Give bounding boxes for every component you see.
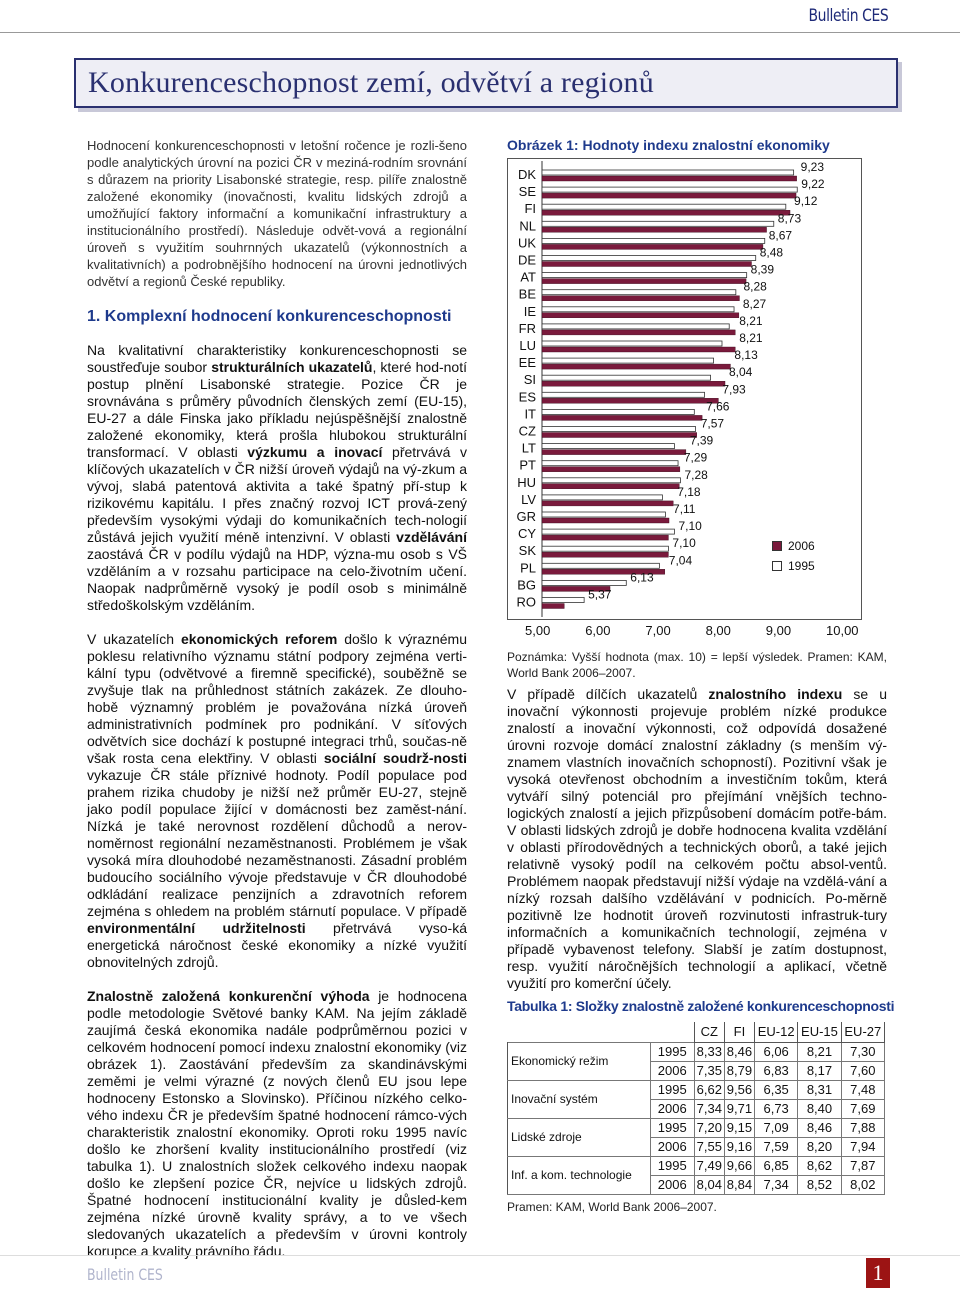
table-source: Pramen: KAM, World Bank 2006–2007.: [507, 1200, 717, 1214]
table-value-cell: 8,21: [798, 1042, 841, 1061]
table-year-cell: 2006: [650, 1099, 694, 1118]
table-category-cell: Lidské zdroje: [508, 1118, 651, 1156]
category-label-sk: SK: [518, 543, 536, 559]
category-label-be: BE: [518, 286, 536, 302]
data-label-uk: 8,67: [768, 228, 793, 243]
data-label-si: 8,04: [729, 365, 753, 380]
data-label-pl: 7,04: [668, 553, 693, 568]
bar-1995-es: [542, 392, 705, 397]
table-value-cell: 6,73: [754, 1099, 797, 1118]
header-fi: FI: [724, 1022, 754, 1042]
category-label-at: AT: [520, 269, 536, 285]
bar-2006-ro: [542, 604, 564, 609]
section-heading: 1. Komplexní hodnocení konkurenceschopnosti: [87, 308, 452, 325]
x-tick-label: 9,00: [765, 623, 792, 638]
x-tick-label: 5,00: [525, 623, 551, 638]
data-label-ee: 8,13: [734, 348, 758, 363]
right-column: [507, 686, 887, 1009]
left-column: [87, 137, 467, 1277]
x-tick-label: 10,00: [826, 623, 859, 638]
bar-1995-nl: [542, 221, 774, 226]
table-value-cell: 8,52: [798, 1175, 841, 1194]
data-label-nl: 8,73: [777, 211, 802, 226]
bar-2006-gr: [542, 518, 669, 523]
table-value-cell: 8,62: [798, 1156, 841, 1175]
table-value-cell: 8,31: [798, 1080, 841, 1099]
bar-2006-at: [542, 279, 746, 284]
data-label-at: 8,39: [750, 262, 775, 277]
header-blank: [508, 1022, 651, 1042]
table-value-cell: 7,88: [841, 1118, 884, 1137]
data-label-bg: 6,13: [630, 570, 654, 585]
bar-1995-lu: [542, 341, 722, 346]
category-label-lv: LV: [521, 491, 536, 507]
table-value-cell: 7,35: [694, 1061, 724, 1080]
header-divider: [0, 32, 960, 33]
category-label-se: SE: [518, 184, 536, 200]
table-value-cell: 7,48: [841, 1080, 884, 1099]
bar-2006-de: [542, 262, 751, 267]
table-value-cell: 8,20: [798, 1137, 841, 1156]
bar-2006-ee: [542, 364, 730, 369]
table-category-cell: Inf. a kom. technologie: [508, 1156, 651, 1194]
bar-2006-lu: [542, 347, 735, 352]
paragraph-knowledge-index: V případě dílčích ukazatelů znalostního indexu se u inovační výkonnosti projevuje problém nízké produkce znalostí a inovační výkonnosti, což odpovídá dosažené úrovni rozvoje domácí znalostní základny (s menším vý-znamem vlastních inovačních schopností). Pozitivní však je vysoká otevřenost obchodním a investičním tokům, která vytváří silný potenciál pro přejímání vnějších techno-logických znalostí a jejich přizpůsobení domácím potře-bám. V oblasti lidských zdrojů je dobře hodnocena kvalita vzdělání v oblasti přírodovědných a technických oborů, a také jejich relativně vysoký podíl na celkovém počtu absol-ventů. Problémem naopak představují nižší výdaje na vzdělá-vání a nízký rozsah dalšího vzdělávání v podnicích. Po-měrně pozitivně lze hodnotit úroveň rozvinutosti infrastruk-tury informačních a komunikačních technologií, zejména v případě vybavenost telefony. Slabší je zatím dostupnost, resp. využití náročnějších technologií a aplikací, včetně využití pro komerční účely.: [507, 686, 887, 991]
category-label-gr: GR: [516, 509, 536, 524]
table-value-cell: 8,46: [798, 1118, 841, 1137]
table-year-cell: 1995: [650, 1156, 694, 1175]
x-axis-ticks: [507, 623, 867, 639]
category-label-fr: FR: [518, 320, 536, 336]
components-table: [507, 1022, 885, 1195]
header-eu27: EU-27: [841, 1022, 884, 1042]
bar-2006-cz: [542, 433, 697, 438]
category-label-es: ES: [518, 389, 536, 405]
table-body: [508, 1042, 885, 1194]
table-row: [508, 1080, 885, 1099]
table-value-cell: 6,06: [754, 1042, 797, 1061]
category-label-ro: RO: [516, 594, 536, 610]
table-row: [508, 1156, 885, 1175]
data-label-gr: 7,11: [673, 502, 696, 516]
header-cz: CZ: [694, 1022, 724, 1042]
legend-label-2006: 2006: [788, 539, 815, 553]
data-label-cz: 7,57: [700, 416, 725, 431]
bar-1995-be: [542, 290, 736, 295]
bar-1995-lv: [542, 495, 662, 500]
footer-divider: [0, 1255, 960, 1256]
data-label-lt: 7,39: [689, 433, 714, 448]
bar-1995-lt: [542, 444, 674, 449]
paragraph-knowledge: Znalostně založená konkurenční výhoda je hodnocena podle metodologie Světové banky KAM. Na jejím základě zaujímá česká ekonomika nadále podprůměrnou pozici v celkovém hodnocení pomocí indexu znalostní ekonomiky (viz obrázek 1). Zaostávání především za skandinávskými zeměmi je velmi výrazné (z nových členů EU jsou lepe hodnoceny Estonsko a Slovinsko). Příčinou nízkého celko-vého indexu ČR je především špatné hodnocení rámco-vých charakteristik znalostní ekonomiky. Oproti roku 1995 navíc došlo ke zhoršení kvality institucionálního prostředí (viz tabulka 1). U znalostních složek celkového indexu naopak došlo ke zlepšení pozice ČR, nejvíce u lidských zdrojů. Špatné hodnocení institucionální kvality je důsled-kem zejména nízké úrovně kvality správy, a to ve všech sledovaných ukazatelích a především v úrovni kontroly korupce a kvality právního řádu.: [87, 988, 467, 1259]
table-value-cell: 7,59: [754, 1137, 797, 1156]
table-value-cell: 7,55: [694, 1137, 724, 1156]
bar-1995-pl: [542, 563, 659, 568]
bar-2006-uk: [542, 244, 763, 249]
table-year-cell: 2006: [650, 1175, 694, 1194]
data-label-se: 9,22: [801, 177, 825, 192]
legend-swatch-2006: [772, 541, 782, 551]
header-eu15: EU-15: [798, 1022, 841, 1042]
data-label-lu: 8,21: [739, 331, 763, 345]
page-title: Konkurenceschopnost zemí, odvětví a regionů: [88, 66, 654, 99]
bar-1995-at: [542, 273, 747, 278]
data-label-lv: 7,18: [677, 484, 701, 499]
x-tick-label: 8,00: [705, 623, 731, 638]
bar-2006-lv: [542, 501, 673, 506]
legend-entry-1995: [772, 556, 842, 576]
data-label-ie: 8,27: [742, 296, 767, 311]
x-tick-label: 6,00: [585, 623, 611, 638]
table-value-cell: 7,34: [754, 1175, 797, 1194]
bar-2006-hu: [542, 484, 679, 489]
table-value-cell: 7,20: [694, 1118, 724, 1137]
category-label-hu: HU: [517, 474, 536, 490]
table-value-cell: 6,62: [694, 1080, 724, 1099]
table-year-cell: 1995: [650, 1080, 694, 1099]
legend-swatch-1995: [772, 561, 782, 571]
data-label-sk: 7,10: [672, 536, 696, 551]
category-label-dk: DK: [517, 167, 536, 182]
page-number: 1: [866, 1258, 890, 1288]
table-wrapper: [507, 1022, 885, 1195]
paragraph-structural: Na kvalitativní charakteristiky konkurenceschopnosti se soustřeďuje soubor strukturálních ukazatelů, které hod-notí postup plnění Lisabonské strategie. Pozice ČR je srovnávána s průměry původních členských zemí (EU-15), EU-27 a dále Finska jako příkladu nejúspěšnější znalostně založené ekonomiky, která prošla hlubokou strukturální transformací. V oblasti výzkumu a inovací přetrvává v klíčových ukazatelích v ČR nižší úroveň výdajů na vý-zkum a vývoj, slabá patentová aktivita a také špatný pří-stup k rizikovému kapitálu. I přes značný rozvoj ICT prová-zený především vysokými výdaji do komunikačních tech-nologií zůstává jejich využití méně intenzivní. V oblasti vzdělávání zaostává ČR v podílu výdajů na HDP, význa-mu osob s VŠ vzděláním a v rozsahu participace na celo-životním učení. Naopak nadprůměrně vysoký je podíl osob s minimálně středoškolským vzděláním.: [87, 342, 467, 613]
bar-1995-ie: [542, 307, 734, 312]
table-value-cell: 7,09: [754, 1118, 797, 1137]
bar-2006-fr: [542, 330, 735, 335]
table-value-cell: 6,83: [754, 1061, 797, 1080]
bar-1995-ro: [542, 598, 584, 603]
table-value-cell: 8,46: [724, 1042, 754, 1061]
table-title: Tabulka 1: Složky znalostně založené konkurenceschopnosti: [507, 998, 895, 1014]
table-row: [508, 1042, 885, 1061]
bar-1995-cz: [542, 427, 696, 432]
table-year-cell: 2006: [650, 1137, 694, 1156]
figure-title: Obrázek 1: Hodnoty indexu znalostní ekonomiky: [507, 137, 830, 153]
bar-2006-be: [542, 296, 739, 301]
bar-1995-gr: [542, 512, 665, 517]
table-value-cell: 6,85: [754, 1156, 797, 1175]
bar-2006-se: [542, 193, 796, 198]
table-year-cell: 2006: [650, 1061, 694, 1080]
bar-2006-lt: [542, 450, 686, 455]
category-label-ee: EE: [518, 355, 536, 371]
table-value-cell: 7,34: [694, 1099, 724, 1118]
data-label-cy: 7,10: [678, 519, 702, 534]
header-brand: Bulletin CES: [808, 6, 888, 26]
table-category-cell: Inovační systém: [508, 1080, 651, 1118]
table-value-cell: 6,35: [754, 1080, 797, 1099]
table-value-cell: 7,30: [841, 1042, 884, 1061]
bar-2006-nl: [542, 227, 767, 232]
data-label-dk: 9,23: [800, 160, 825, 174]
data-label-ro: 5,37: [588, 587, 612, 602]
data-label-fi: 9,12: [794, 194, 818, 209]
table-category-cell: Ekonomický režim: [508, 1042, 651, 1080]
table-value-cell: 7,94: [841, 1137, 884, 1156]
table-value-cell: 7,87: [841, 1156, 884, 1175]
bar-2006-si: [542, 381, 725, 386]
table-value-cell: 8,33: [694, 1042, 724, 1061]
table-value-cell: 8,02: [841, 1175, 884, 1194]
paragraph-reforms: V ukazatelích ekonomických reforem došlo k výraznému poklesu relativního významu státní podpory zejména verti-kální typu (odvětvové a firemně specifické), souběžně se zvyšuje tlak na průhlednost státních zakázek. Ze dlouho-hobě významný problém je považována nízká úroveň administrativních podmínek pro podnikání. V síťových odvětvích sice dochází k postupné integraci trhů, součas-ně však rosta cena elektřiny. V oblasti sociální soudrž-nosti vykazuje ČR stále příznivé hodnoty. Podíl populace pod prahem rizika chudoby je nižší než průměr EU-27, stejně jako podíl populace žijící v domácnosti bez zaměst-nání. Nízká je také nerovnost rozdělení důchodů a nerov-noměrnost regionální nezaměstnanosti. Problémem je však vysoká míra dlouhodobé nezaměstnanosti. Zásadní problém budoucího sociálního vývoje představuje v ČR dlouhodobé odkládání realizace penzijních a zdravotních reforem zejména s ohledem na problém stárnutí populace. V případě environmentální udržitelnosti přetrvává vyso-ká energetická náročnost české ekonomiky a nízké využití obnovitelných zdrojů.: [87, 631, 467, 970]
x-tick-label: 7,00: [645, 623, 671, 638]
category-label-pl: PL: [520, 560, 536, 576]
bar-2006-it: [542, 415, 702, 420]
bar-1995-si: [542, 375, 711, 380]
category-label-cz: CZ: [518, 423, 536, 439]
data-label-pt: 7,29: [683, 450, 708, 465]
category-label-nl: NL: [519, 218, 536, 234]
bar-1995-se: [542, 187, 797, 192]
data-label-be: 8,28: [743, 279, 767, 294]
bar-1995-pt: [542, 461, 678, 466]
title-box: [74, 58, 898, 108]
bar-1995-cy: [542, 529, 674, 534]
table-value-cell: 9,15: [724, 1118, 754, 1137]
table-year-cell: 1995: [650, 1042, 694, 1061]
table-value-cell: 8,84: [724, 1175, 754, 1194]
category-label-fi: FI: [524, 201, 536, 217]
table-year-cell: 1995: [650, 1118, 694, 1137]
header-blank-year: [650, 1022, 694, 1042]
data-label-hu: 7,28: [684, 467, 708, 482]
data-label-fr: 8,21: [739, 313, 763, 328]
table-value-cell: 9,71: [724, 1099, 754, 1118]
footer-brand: Bulletin CES: [87, 1265, 163, 1284]
bar-1995-ee: [542, 358, 714, 363]
category-label-ie: IE: [523, 303, 536, 319]
category-label-uk: UK: [517, 235, 536, 251]
category-label-bg: BG: [517, 577, 536, 593]
bar-1995-uk: [542, 238, 765, 243]
bar-2006-dk: [542, 176, 797, 181]
chart-legend: [772, 536, 842, 576]
table-value-cell: 8,17: [798, 1061, 841, 1080]
category-label-de: DE: [517, 252, 536, 268]
bar-2006-ie: [542, 313, 739, 318]
data-label-it: 7,66: [706, 399, 730, 414]
table-value-cell: 7,60: [841, 1061, 884, 1080]
bar-1995-bg: [542, 580, 626, 585]
bar-2006-es: [542, 398, 718, 403]
header-eu12: EU-12: [754, 1022, 797, 1042]
data-label-de: 8,48: [759, 245, 784, 260]
bar-1995-sk: [542, 546, 668, 551]
category-label-si: SI: [523, 372, 536, 388]
figure-note: Poznámka: Vyšší hodnota (max. 10) = lepší výsledek. Pramen: KAM, World Bank 2006–2007.: [507, 650, 887, 680]
table-value-cell: 7,69: [841, 1099, 884, 1118]
bar-2006-sk: [542, 552, 668, 557]
bar-1995-hu: [542, 478, 680, 483]
legend-entry-2006: [772, 536, 842, 556]
table-value-cell: 9,16: [724, 1137, 754, 1156]
table-value-cell: 9,66: [724, 1156, 754, 1175]
category-label-it: IT: [524, 406, 536, 422]
table-row: [508, 1118, 885, 1137]
category-label-lu: LU: [519, 338, 536, 353]
table-value-cell: 8,79: [724, 1061, 754, 1080]
bar-2006-cy: [542, 535, 668, 540]
category-label-lt: LT: [521, 440, 536, 456]
legend-label-1995: 1995: [788, 559, 815, 573]
data-label-es: 7,93: [722, 382, 746, 397]
bar-1995-fr: [542, 324, 729, 329]
bar-1995-fi: [542, 204, 786, 209]
category-label-pt: PT: [519, 457, 536, 473]
bar-2006-pt: [542, 467, 680, 472]
table-value-cell: 8,40: [798, 1099, 841, 1118]
table-value-cell: 8,04: [694, 1175, 724, 1194]
bar-1995-de: [542, 256, 756, 261]
table-value-cell: 9,56: [724, 1080, 754, 1099]
bar-2006-fi: [542, 210, 790, 215]
intro-paragraph: Hodnocení konkurenceschopnosti v letošní ročence je rozli-šeno podle analytických úrovní na pozici ČR v meziná-rodním srovnání s důrazem na priority Lisabonské strategie, resp. pilíře znalostně založené ekonomiky (inovačnosti, kvalitu lidských zdrojů a umožňující faktory informační a komunikační infrastruktury a institucionálního prostředí). Následuje odvět-vová a regionální úroveň s využitím souhrnných ukazatelů (výkonnostních a kvalitativních) a podrobnějšího hodnocení na úrovni jednotlivých odvětví a regionů České republiky.: [87, 138, 467, 289]
table-value-cell: 7,49: [694, 1156, 724, 1175]
category-label-cy: CY: [517, 526, 536, 542]
bar-1995-dk: [542, 170, 794, 175]
table-header-row: [508, 1022, 885, 1042]
bar-1995-it: [542, 409, 694, 414]
